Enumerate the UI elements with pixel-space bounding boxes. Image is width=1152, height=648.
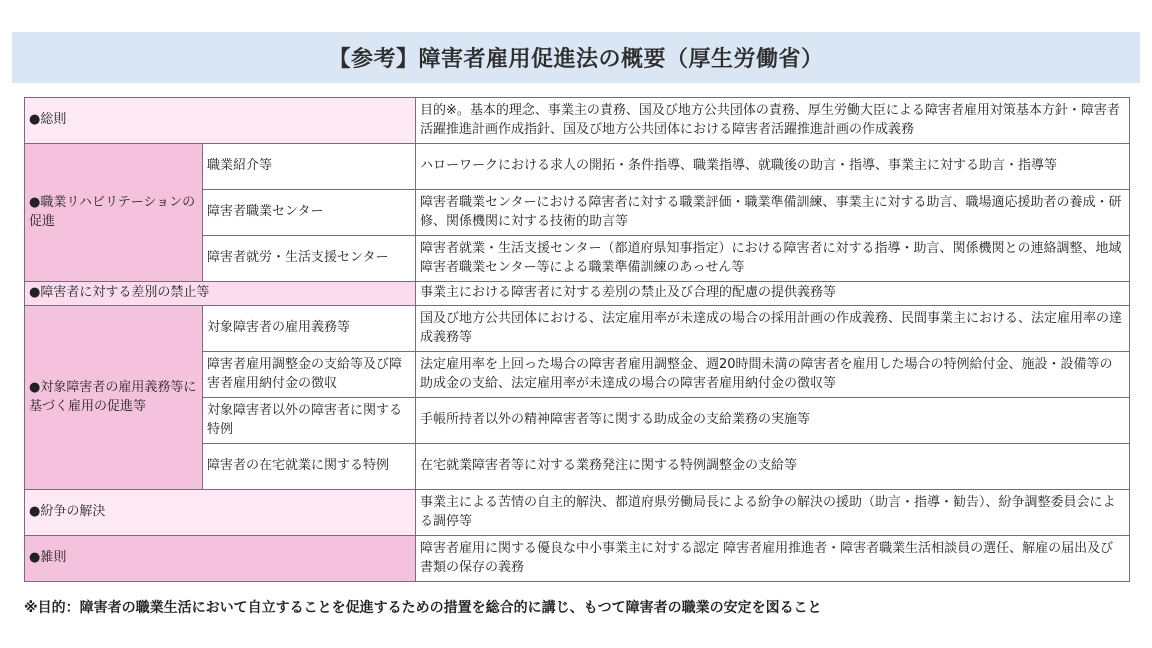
row-label-sousoku: ●総則: [25, 98, 416, 144]
sub-label: 障害者雇用調整金の支給等及び障害者雇用納付金の徴収: [203, 352, 416, 398]
footnote: ※目的：障害者の職業生活において自立することを促進するための措置を総合的に講じ、もつて障害者の職業の安定を図ること: [24, 600, 822, 616]
table-row: [25, 282, 1130, 306]
row-content: 法定雇用率を上回った場合の障害者雇用調整金、週20時間未満の障害者を雇用した場合の特例給付金、施設・設備等の助成金の支給、法定雇用率が未達成の場合の障害者雇用納付金の徴収等: [416, 352, 1130, 398]
title-banner: [12, 32, 1140, 83]
row-label-koyou: ●対象障害者の雇用義務等に基づく雇用の促進等: [25, 306, 203, 490]
row-content: 障害者就業・生活支援センター（都道府県知事指定）における障害者に対する指導・助言、関係機関との連絡調整、地域障害者職業センター等による職業準備訓練のあっせん等: [416, 236, 1130, 282]
sub-label: 対象障害者以外の障害者に関する特例: [203, 398, 416, 444]
sub-label: 障害者職業センター: [203, 190, 416, 236]
row-label-rehab: ●職業リハビリテーションの促進: [25, 144, 203, 282]
row-content-sabetsu: 事業主における障害者に対する差別の禁止及び合理的配慮の提供義務等: [416, 282, 1130, 306]
row-content-zatsusoku: 障害者雇用に関する優良な中小事業主に対する認定 障害者雇用推進者・障害者職業生活相談員の選任、解雇の届出及び書類の保存の義務: [416, 536, 1130, 582]
row-content: 手帳所持者以外の精神障害者等に関する助成金の支給業務の実施等: [416, 398, 1130, 444]
sub-label: 職業紹介等: [203, 144, 416, 190]
table-row: [25, 144, 1130, 190]
overview-table: [24, 97, 1130, 582]
table-row: [25, 98, 1130, 144]
row-content: 障害者職業センターにおける障害者に対する職業評価・職業準備訓練、事業主に対する助言、職場適応援助者の養成・研修、関係機関に対する技術的助言等: [416, 190, 1130, 236]
row-label-zatsusoku: ●雑則: [25, 536, 416, 582]
page-title: 【参考】障害者雇用促進法の概要（厚生労働省）: [328, 47, 824, 72]
table-row: [25, 306, 1130, 352]
row-content: 国及び地方公共団体における、法定雇用率が未達成の場合の採用計画の作成義務、民間事業主における、法定雇用率の達成義務等: [416, 306, 1130, 352]
row-label-sabetsu: ●障害者に対する差別の禁止等: [25, 282, 416, 306]
sub-label: 対象障害者の雇用義務等: [203, 306, 416, 352]
sub-label: 障害者の在宅就業に関する特例: [203, 444, 416, 490]
row-label-funsou: ●紛争の解決: [25, 490, 416, 536]
row-content: 在宅就業障害者等に対する業務発注に関する特例調整金の支給等: [416, 444, 1130, 490]
row-content-sousoku: 目的※。基本的理念、事業主の責務、国及び地方公共団体の責務、厚生労働大臣による障害者雇用対策基本方針・障害者活躍推進計画作成指針、国及び地方公共団体における障害者活躍推進計画の作成義務: [416, 98, 1130, 144]
table-row: [25, 536, 1130, 582]
sub-label: 障害者就労・生活支援センター: [203, 236, 416, 282]
table-row: [25, 490, 1130, 536]
row-content: ハローワークにおける求人の開拓・条件指導、職業指導、就職後の助言・指導、事業主に対する助言・指導等: [416, 144, 1130, 190]
row-content-funsou: 事業主による苦情の自主的解決、都道府県労働局長による紛争の解決の援助（助言・指導・勧告）、紛争調整委員会による調停等: [416, 490, 1130, 536]
